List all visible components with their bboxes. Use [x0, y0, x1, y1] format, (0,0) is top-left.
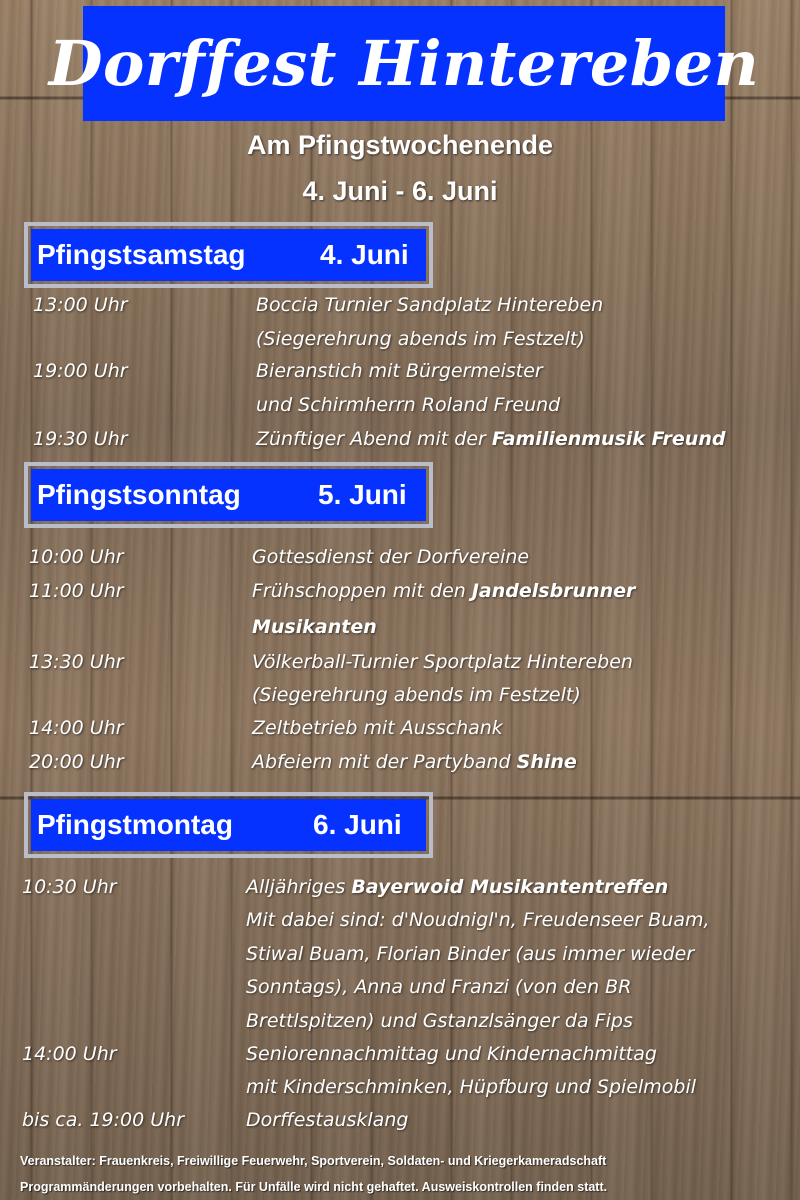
- entry-text: Abfeiern mit der Partyband: [252, 751, 517, 773]
- entry-time: 13:30 Uhr: [29, 651, 124, 673]
- entry-text: Boccia Turnier Sandplatz Hintereben: [256, 294, 604, 316]
- day-date: 5. Juni: [318, 479, 407, 510]
- schedule-row: [33, 428, 793, 462]
- schedule-row: [29, 546, 789, 580]
- entry-text: Seniorennachmittag und Kindernachmittag: [246, 1043, 657, 1065]
- entry-time: 20:00 Uhr: [29, 751, 124, 773]
- entry-time: 10:30 Uhr: [22, 876, 117, 898]
- day-name: Pfingstmontag: [37, 809, 233, 840]
- schedule-row: [33, 394, 793, 428]
- entry-highlight: Familienmusik Freund: [491, 428, 726, 450]
- schedule-row: [22, 1043, 792, 1077]
- day-name: Pfingstsonntag: [37, 479, 241, 510]
- schedule-row: [22, 909, 792, 943]
- schedule-row: [29, 580, 789, 614]
- footer-disclaimer: Programmänderungen vorbehalten. Für Unfälle wird nicht gehaftet. Ausweiskontrollen finden statt.: [20, 1180, 608, 1194]
- entry-time: 13:00 Uhr: [33, 294, 128, 316]
- entry-text: (Siegerehrung abends im Festzelt): [256, 328, 585, 350]
- schedule-row: [29, 616, 789, 650]
- subtitle-dates: 4. Juni - 6. Juni: [302, 176, 498, 206]
- schedule-row: [22, 1010, 792, 1044]
- schedule-row: [22, 943, 792, 977]
- entry-highlight: Bayerwoid Musikantentreffen: [351, 876, 669, 898]
- entry-time: 10:00 Uhr: [29, 546, 124, 568]
- schedule-row: [22, 876, 792, 910]
- schedule-row: [29, 684, 789, 718]
- entry-text: (Siegerehrung abends im Festzelt): [252, 684, 581, 706]
- day-name: Pfingstsamstag: [37, 239, 246, 270]
- schedule-row: [22, 1109, 792, 1143]
- entry-text: Zünftiger Abend mit der: [256, 428, 492, 450]
- entry-text: Gottesdienst der Dorfvereine: [252, 546, 530, 568]
- entry-text: Frühschoppen mit den: [252, 580, 472, 602]
- schedule-row: [33, 360, 793, 394]
- day-date: 6. Juni: [313, 809, 402, 840]
- entry-text: Sonntags), Anna und Franzi (von den BR: [246, 976, 632, 998]
- entry-text: und Schirmherrn Roland Freund: [256, 394, 561, 416]
- schedule-row: [22, 1076, 792, 1110]
- entry-highlight: Shine: [516, 751, 577, 773]
- entry-time: 14:00 Uhr: [29, 717, 124, 739]
- day-header-sunday: [24, 462, 433, 528]
- footer-organizers: Veranstalter: Frauenkreis, Freiwillige Feuerwehr, Sportverein, Soldaten- und Kriegerkameradschaft: [20, 1154, 607, 1168]
- entry-time: bis ca. 19:00 Uhr: [22, 1109, 185, 1131]
- entry-text: Zeltbetrieb mit Ausschank: [252, 717, 503, 739]
- entry-time: 11:00 Uhr: [29, 580, 124, 602]
- entry-text: Bieranstich mit Bürgermeister: [256, 360, 543, 382]
- entry-text: Völkerball-Turnier Sportplatz Hintereben: [252, 651, 633, 673]
- entry-text: Brettlspitzen) und Gstanzlsänger da Fips: [246, 1010, 633, 1032]
- subtitle-weekend: Am Pfingstwochenende: [246, 130, 554, 160]
- entry-text: Alljähriges: [246, 876, 352, 898]
- schedule-row: [33, 328, 793, 362]
- day-header-saturday: [24, 222, 433, 288]
- entry-time: 14:00 Uhr: [22, 1043, 117, 1065]
- entry-text: mit Kinderschminken, Hüpfburg und Spielmobil: [246, 1076, 697, 1098]
- schedule-row: [29, 751, 789, 785]
- entry-highlight: Jandelsbrunner: [471, 580, 636, 602]
- day-date: 4. Juni: [320, 239, 409, 270]
- entry-highlight: Musikanten: [252, 616, 377, 638]
- title-banner: [48, 6, 760, 121]
- schedule-row: [29, 651, 789, 685]
- schedule-row: [22, 976, 792, 1010]
- page-title: Dorffest Hintereben: [48, 27, 760, 100]
- entry-text: Mit dabei sind: d'Noudnigl'n, Freudenseer Buam,: [246, 909, 710, 931]
- schedule-row: [33, 294, 793, 328]
- entry-time: 19:30 Uhr: [33, 428, 128, 450]
- entry-text: Dorffestausklang: [246, 1109, 409, 1131]
- day-header-monday: [24, 792, 433, 858]
- entry-text: Stiwal Buam, Florian Binder (aus immer wieder: [246, 943, 695, 965]
- schedule-row: [29, 717, 789, 751]
- entry-time: 19:00 Uhr: [33, 360, 128, 382]
